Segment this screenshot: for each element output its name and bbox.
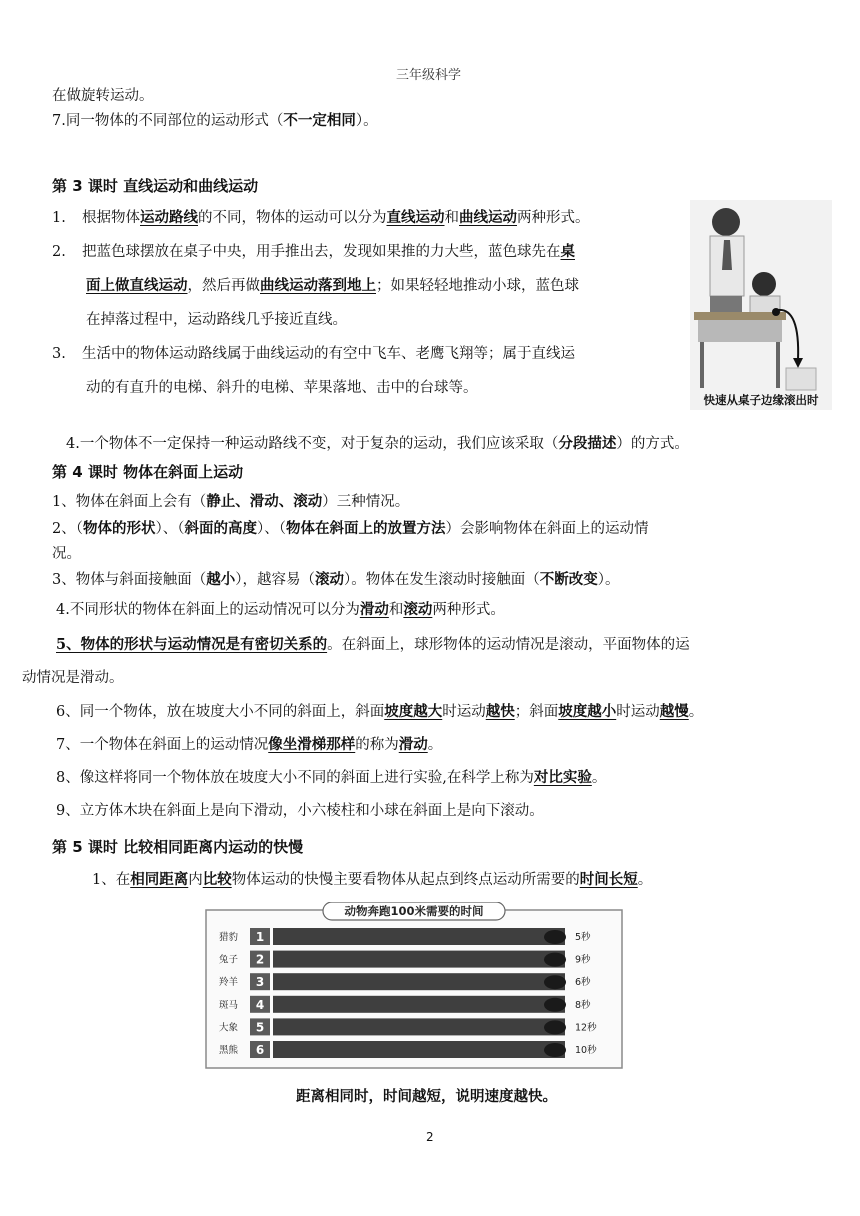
lesson5-line-1 xyxy=(92,870,652,890)
animal-silhouette-icon xyxy=(544,1043,566,1057)
lesson4-line-2b: 况。 xyxy=(52,546,81,562)
text: ）的方式。 xyxy=(616,436,689,452)
lesson4-line-1 xyxy=(52,492,409,512)
answer: 静止、滑动、滚动 xyxy=(206,494,323,510)
chart-bar xyxy=(273,1018,565,1035)
lesson4-title: 第 4 课时 物体在斜面上运动 xyxy=(52,463,244,481)
lesson3-item-2-line-1 xyxy=(52,242,575,262)
chart-value-label: 8秒 xyxy=(575,999,591,1011)
lesson4-line-5 xyxy=(56,635,690,655)
text: 和 xyxy=(388,602,404,618)
animal-silhouette-icon xyxy=(544,930,566,944)
text: ）三种情况。 xyxy=(322,494,410,510)
answer: 5、物体的形状与运动情况是有密切关系的 xyxy=(56,636,328,653)
text: 1、物体在斜面上会有（ xyxy=(52,494,207,510)
lesson4-line-9: 9、立方体木块在斜面上是向下滑动，小六棱柱和小球在斜面上是向下滚动。 xyxy=(56,803,544,819)
text: 。在斜面上，球形物体的运动情况是滚动，平面物体的运 xyxy=(327,637,690,653)
item-number: 1. xyxy=(52,210,66,226)
text: ；斜面 xyxy=(514,704,559,720)
page-number: 2 xyxy=(426,1130,434,1144)
bin-icon xyxy=(786,368,816,390)
lesson4-line-7 xyxy=(56,735,442,755)
answer: 比较 xyxy=(202,871,232,888)
chart-rank-label: 1 xyxy=(255,930,265,944)
chart-category-label: 大象 xyxy=(219,1022,239,1034)
chart-rank-label: 4 xyxy=(255,997,265,1012)
animal-silhouette-icon xyxy=(544,975,566,989)
intro-line-2 xyxy=(52,111,378,131)
chart-category-label: 斑马 xyxy=(219,999,239,1011)
lesson4-line-2 xyxy=(52,519,648,539)
chart-rank-label: 6 xyxy=(255,1043,265,1057)
chart-rank-label: 2 xyxy=(255,952,265,967)
text: ）。 xyxy=(597,572,620,588)
text: 。 xyxy=(688,704,704,720)
answer: 越快 xyxy=(485,703,515,720)
chart-caption: 距离相同时，时间越短，说明速度越快。 xyxy=(296,1089,557,1105)
lesson4-line-8 xyxy=(56,768,606,788)
text: 生活中的物体运动路线属于曲线运动的有空中飞车、老鹰飞翔等；属于直线运 xyxy=(82,346,575,362)
answer: 面上做直线运动 xyxy=(86,277,188,294)
answer: 曲线运动 xyxy=(459,209,517,226)
chart-bar xyxy=(273,973,565,990)
answer: 物体在斜面上的放置方法 xyxy=(285,521,446,537)
answer: 物体的形状 xyxy=(82,521,156,537)
chart-title: 动物奔跑100米需要的时间 xyxy=(344,904,484,918)
text: 6、同一个物体，放在坡度大小不同的斜面上，斜面 xyxy=(56,704,385,720)
text: 和 xyxy=(444,210,459,226)
lesson3-item-3-line-1 xyxy=(52,344,575,364)
chart-rank-label: 5 xyxy=(255,1020,265,1035)
answer: 滚动 xyxy=(403,601,433,618)
chart-category-label: 羚羊 xyxy=(219,977,239,989)
chart-bar xyxy=(273,928,565,945)
text: 8、像这样将同一个物体放在坡度大小不同的斜面上进行实验,在科学上称为 xyxy=(56,770,534,786)
lesson4-line-4 xyxy=(56,600,505,620)
text: ）、（ xyxy=(155,521,185,537)
animal-run-time-chart xyxy=(205,902,623,1069)
answer: 坡度越大 xyxy=(384,703,443,720)
boy-head-icon xyxy=(712,208,740,236)
text: 。 xyxy=(637,872,653,888)
answer: 运动路线 xyxy=(140,209,198,226)
item-number: 2. xyxy=(52,244,66,260)
lesson4-line-5b: 动情况是滑动。 xyxy=(22,670,124,686)
text: 的不同，物体的运动可以分为 xyxy=(198,210,387,226)
text: 。 xyxy=(591,770,607,786)
text: 根据物体 xyxy=(82,210,140,226)
text: 的称为 xyxy=(355,737,399,753)
chart-value-label: 5秒 xyxy=(575,932,591,943)
text: 。 xyxy=(427,737,443,753)
text: 3、物体与斜面接触面（ xyxy=(52,572,207,588)
answer: 越小 xyxy=(206,572,236,588)
answer: 直线运动 xyxy=(386,209,445,226)
text: 时运动 xyxy=(616,704,660,720)
lesson5-title: 第 5 课时 比较相同距离内运动的快慢 xyxy=(52,838,304,856)
text: 7、一个物体在斜面上的运动情况 xyxy=(56,737,269,753)
chart-value-label: 10秒 xyxy=(575,1045,597,1056)
answer: 曲线运动落到地上 xyxy=(260,277,376,294)
chart-category-label: 兔子 xyxy=(219,954,239,966)
lesson4-line-6 xyxy=(56,702,703,722)
text: 把蓝色球摆放在桌子中央，用手推出去，发现如果推的力大些，蓝色球先在 xyxy=(82,244,561,260)
text: 7.同一物体的不同部位的运动形式（ xyxy=(52,113,284,129)
chart-value-label: 9秒 xyxy=(575,954,591,966)
lesson3-item-2-line-3: 在掉落过程中，运动路线几乎接近直线。 xyxy=(86,312,347,328)
text: 两种形式。 xyxy=(517,210,590,226)
text: 2、（ xyxy=(52,521,83,537)
girl-head-icon xyxy=(752,272,776,296)
answer: 滑动 xyxy=(359,601,389,618)
text: ）、（ xyxy=(256,521,286,537)
chart-category-label: 黑熊 xyxy=(219,1045,239,1056)
text: 两种形式。 xyxy=(432,602,505,618)
answer: 坡度越小 xyxy=(558,703,617,720)
chart-value-label: 6秒 xyxy=(575,977,591,989)
desk-ball-photo xyxy=(690,200,832,410)
text: 4.不同形状的物体在斜面上的运动情况可以分为 xyxy=(56,602,360,618)
lesson3-item-3-line-2: 动的有直升的电梯、斜升的电梯、苹果落地、击中的台球等。 xyxy=(86,380,478,396)
answer: 斜面的高度 xyxy=(184,521,257,537)
text: 1、在 xyxy=(92,872,131,888)
text: ），越容易（ xyxy=(235,572,315,588)
chart-bar xyxy=(273,1041,565,1058)
text: 4.一个物体不一定保持一种运动路线不变，对于复杂的运动，我们应该采取（ xyxy=(66,436,559,452)
photo-caption: 快速从桌子边缘滚出时 xyxy=(703,393,819,407)
lesson3-item-4 xyxy=(66,434,689,454)
chart-category-label: 猎豹 xyxy=(219,932,239,943)
answer: 桌 xyxy=(560,243,575,260)
answer: 时间长短 xyxy=(579,871,638,888)
text: ；如果轻轻地推动小球，蓝色球 xyxy=(376,278,579,294)
answer: 相同距离 xyxy=(130,871,189,888)
lesson3-item-1 xyxy=(52,208,590,228)
lesson4-line-3 xyxy=(52,570,619,590)
item-number: 3. xyxy=(52,346,66,362)
lesson3-title: 第 3 课时 直线运动和曲线运动 xyxy=(52,177,259,195)
animal-silhouette-icon xyxy=(544,998,566,1012)
answer: 分段描述 xyxy=(558,436,617,452)
lesson3-item-2-line-2 xyxy=(86,276,579,296)
chart-value-label: 12秒 xyxy=(575,1022,597,1034)
answer: 越慢 xyxy=(659,703,689,720)
chart-rank-label: 3 xyxy=(255,975,265,990)
answer: 对比实验 xyxy=(533,769,592,786)
chart-bar xyxy=(273,951,565,968)
answer: 不一定相同 xyxy=(283,113,356,129)
text: ）会影响物体在斜面上的运动情 xyxy=(445,521,649,537)
answer: 滑动 xyxy=(398,736,428,753)
answer: 像坐滑梯那样 xyxy=(268,736,356,753)
text: ）。 xyxy=(355,113,378,129)
animal-silhouette-icon xyxy=(544,1020,566,1034)
text: ）。物体在发生滚动时接触面（ xyxy=(343,572,540,588)
answer: 滚动 xyxy=(314,572,344,588)
animal-silhouette-icon xyxy=(544,953,566,967)
text: ，然后再做 xyxy=(187,278,260,294)
page-header: 三年级科学 xyxy=(396,68,462,83)
answer: 不断改变 xyxy=(539,572,598,588)
text: 时运动 xyxy=(442,704,486,720)
text: 内 xyxy=(188,872,203,888)
intro-line-1: 在做旋转运动。 xyxy=(52,88,154,104)
text: 物体运动的快慢主要看物体从起点到终点运动所需要的 xyxy=(231,872,580,888)
chart-bar xyxy=(273,996,565,1013)
